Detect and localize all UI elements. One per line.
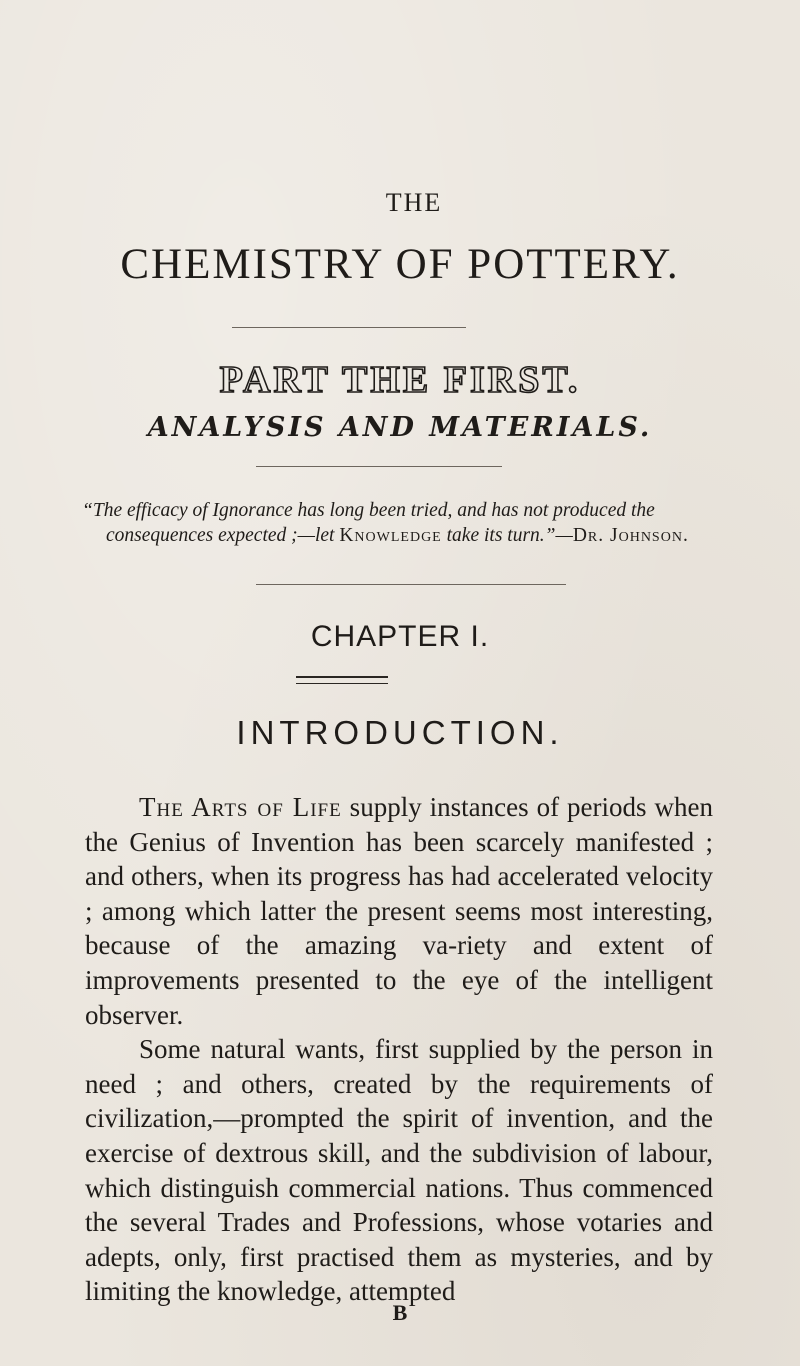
epigraph-line-2 <box>82 523 742 548</box>
epigraph <box>82 498 742 548</box>
epigraph-text-a: consequences expected ;—let <box>106 525 340 546</box>
epigraph-line-1: “The efficacy of Ignorance has long been tried, and has not produced the <box>82 500 655 521</box>
paragraph-1-rest: supply instances of periods when the Genius of Invention has been scarcely manifested ; and others, when its progress has had accelerated velocity ; among which latter the present seems most interesting, because of the amazing va-riety and extent of improvements presented to the eye of the intelligent observer. <box>85 792 713 1030</box>
epigraph-author: Dr. Johnson. <box>572 525 689 546</box>
part-heading: PART THE FIRST. <box>219 359 581 401</box>
epigraph-text-b: take its turn.”— <box>441 525 573 546</box>
subtitle-divider <box>256 466 502 467</box>
section-heading: INTRODUCTION. <box>236 714 564 751</box>
body-text <box>85 790 713 1309</box>
paragraph-1-lead: The Arts of Life <box>139 792 342 822</box>
epigraph-divider <box>256 584 566 585</box>
epigraph-knowledge: Knowledge <box>339 525 442 546</box>
book-title: CHEMISTRY OF POTTERY. <box>120 241 680 288</box>
paragraph-1 <box>85 790 713 1032</box>
title-divider <box>232 327 466 328</box>
part-subtitle: ANALYSIS AND MATERIALS. <box>147 412 653 443</box>
chapter-heading: CHAPTER I. <box>310 620 490 653</box>
title-article: THE <box>385 188 443 217</box>
chapter-double-rule <box>296 676 388 684</box>
paragraph-2: Some natural wants, first supplied by the person in need ; and others, created by the requirements of civilization,—prompted the spirit of invention, and the exercise of dextrous skill, and the subdivision of labour, which distinguish commercial nations. Thus commenced the several Trades and Professions, whose votaries and adepts, only, first practised them as mysteries, and by limiting the knowledge, attempted <box>85 1034 713 1307</box>
signature-mark: B <box>392 1300 408 1325</box>
